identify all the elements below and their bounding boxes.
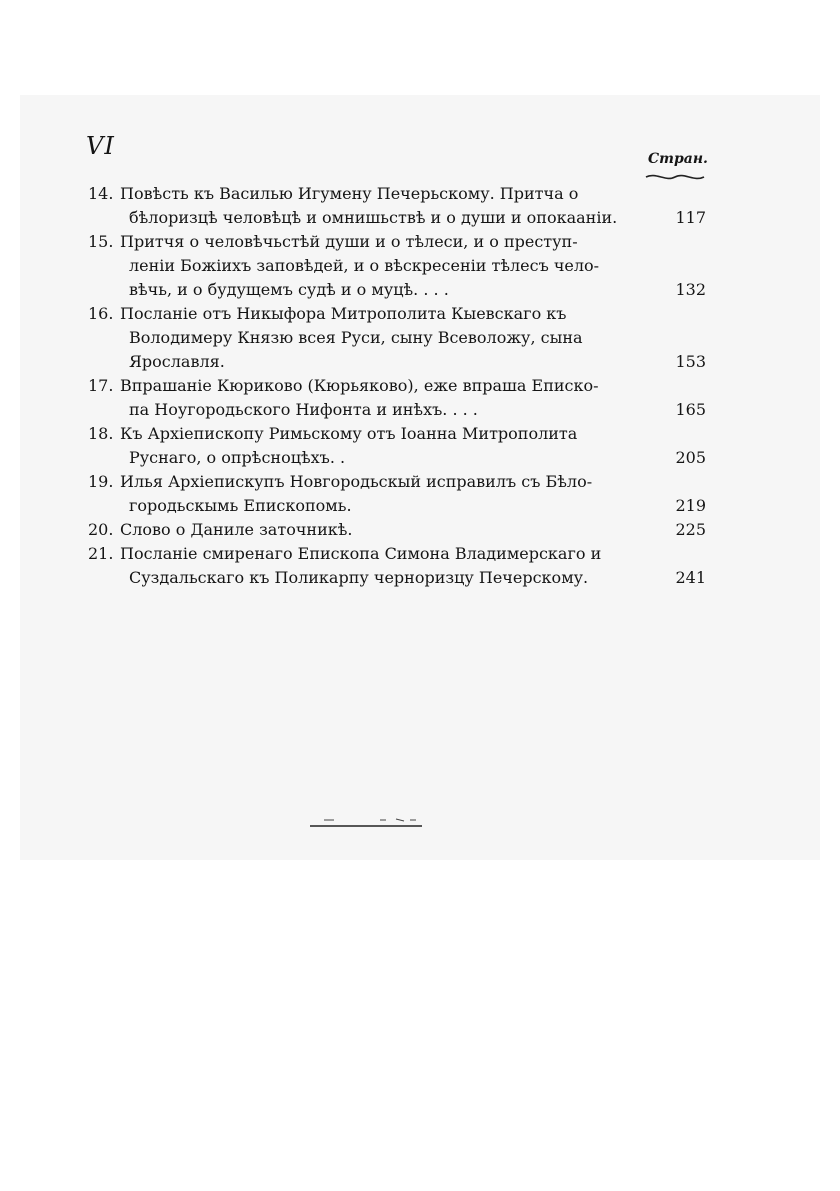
- toc-entry: [88, 422, 706, 470]
- toc-entry: [88, 542, 706, 590]
- toc-entry-line: [88, 230, 706, 254]
- toc-entry-text-wrap: [88, 518, 352, 542]
- toc-entry-page: 165: [675, 400, 706, 419]
- toc-entry-text-wrap: [129, 254, 599, 278]
- closing-rule-ornament: [310, 815, 422, 829]
- toc-entry-number: 20.: [88, 520, 114, 539]
- toc-entry-text-wrap: [129, 446, 345, 470]
- toc-entry-title: па Ноугородьского Нифонта и инѣхъ. . . .: [129, 400, 478, 419]
- toc-entry-number: 15.: [88, 232, 114, 251]
- toc-entry-number: 14.: [88, 184, 114, 203]
- toc-entry-title: Притчя о человѣчьстѣй души и о тѣлеси, и о преступ-: [120, 232, 578, 251]
- toc-entry-page: 225: [675, 520, 706, 539]
- toc-entry-line: [88, 374, 706, 398]
- toc-entry-line: [88, 182, 706, 206]
- toc-entry: [88, 182, 706, 230]
- toc-entry-line: [88, 254, 706, 278]
- toc-entry: [88, 230, 706, 302]
- toc-entry-number: 21.: [88, 544, 114, 563]
- table-of-contents: [88, 182, 706, 590]
- toc-entry-title: вѣчь, и о будущемъ судѣ и о муцѣ. . . .: [129, 280, 449, 299]
- toc-entry-title: Слово о Даниле заточникѣ.: [120, 520, 353, 539]
- toc-entry-text-wrap: [88, 542, 601, 566]
- toc-entry: [88, 470, 706, 518]
- toc-entry-title: городьскымь Епископомь.: [129, 496, 352, 515]
- toc-entry-text-wrap: [129, 206, 617, 230]
- toc-entry-line: [88, 542, 706, 566]
- toc-entry-text-wrap: [129, 326, 583, 350]
- toc-entry-text-wrap: [129, 350, 225, 374]
- toc-entry-text-wrap: [129, 278, 449, 302]
- toc-entry-line: [88, 470, 706, 494]
- toc-entry-text-wrap: [88, 302, 566, 326]
- toc-entry-page: 132: [675, 280, 706, 299]
- toc-entry-page: 219: [675, 496, 706, 515]
- toc-entry-page: 153: [675, 352, 706, 371]
- toc-entry-line: [88, 326, 706, 350]
- toc-entry-line: [88, 446, 706, 470]
- toc-entry-number: 19.: [88, 472, 114, 491]
- toc-entry-title: Впрашаніе Кюриково (Кюрьяково), еже впраша Еписко-: [120, 376, 599, 395]
- toc-entry-title: бѣлоризцѣ человѣцѣ и омнишьствѣ и о души и опокааніи.: [129, 208, 618, 227]
- toc-entry-title: Къ Архіепископу Римьскому отъ Іоанна Митрополита: [120, 424, 578, 443]
- toc-entry-title: Посланіе смиренаго Епископа Симона Владимерскаго и: [120, 544, 602, 563]
- toc-entry-title: Илья Архіепискупъ Новгородьскый исправилъ съ Бѣло-: [120, 472, 593, 491]
- toc-entry-text-wrap: [129, 398, 478, 422]
- page-column-heading: Стран.: [648, 151, 708, 167]
- toc-entry-number: 18.: [88, 424, 114, 443]
- toc-entry-title: Суздальскаго къ Поликарпу черноризцу Печерскому.: [129, 568, 589, 587]
- toc-entry-text-wrap: [88, 422, 577, 446]
- toc-entry-text-wrap: [88, 182, 578, 206]
- toc-entry-line: [88, 494, 706, 518]
- toc-entry-page: 241: [675, 568, 706, 587]
- toc-entry-title: Володимеру Князю всея Руси, сыну Всеволожу, сына: [129, 328, 583, 347]
- toc-entry-title: Ярославля.: [129, 352, 225, 371]
- toc-entry: [88, 374, 706, 422]
- toc-entry-line: [88, 350, 706, 374]
- page-number: VI: [86, 132, 115, 160]
- toc-entry-line: [88, 206, 706, 230]
- toc-entry-text-wrap: [88, 374, 599, 398]
- toc-entry-line: [88, 398, 706, 422]
- toc-entry-number: 17.: [88, 376, 114, 395]
- toc-entry-text-wrap: [129, 566, 588, 590]
- toc-entry-title: Посланіе отъ Никыфора Митрополита Кыевскаго къ: [120, 304, 567, 323]
- toc-entry: [88, 302, 706, 374]
- toc-entry-line: [88, 566, 706, 590]
- toc-entry-page: 117: [675, 208, 706, 227]
- toc-entry-text-wrap: [129, 494, 352, 518]
- toc-entry: [88, 518, 706, 542]
- toc-entry-text-wrap: [88, 230, 578, 254]
- toc-entry-line: [88, 518, 706, 542]
- toc-entry-title: Руснаго, о опрѣсноцѣхъ. .: [129, 448, 346, 467]
- toc-entry-line: [88, 302, 706, 326]
- toc-entry-title: леніи Божіихъ заповѣдей, и о вѣскресеніи тѣлесъ чело-: [129, 256, 600, 275]
- toc-entry-line: [88, 422, 706, 446]
- toc-entry-number: 16.: [88, 304, 114, 323]
- toc-entry-title: Повѣсть къ Василью Игумену Печерьскому. Притча о: [120, 184, 579, 203]
- toc-entry-page: 205: [675, 448, 706, 467]
- toc-entry-line: [88, 278, 706, 302]
- toc-entry-text-wrap: [88, 470, 592, 494]
